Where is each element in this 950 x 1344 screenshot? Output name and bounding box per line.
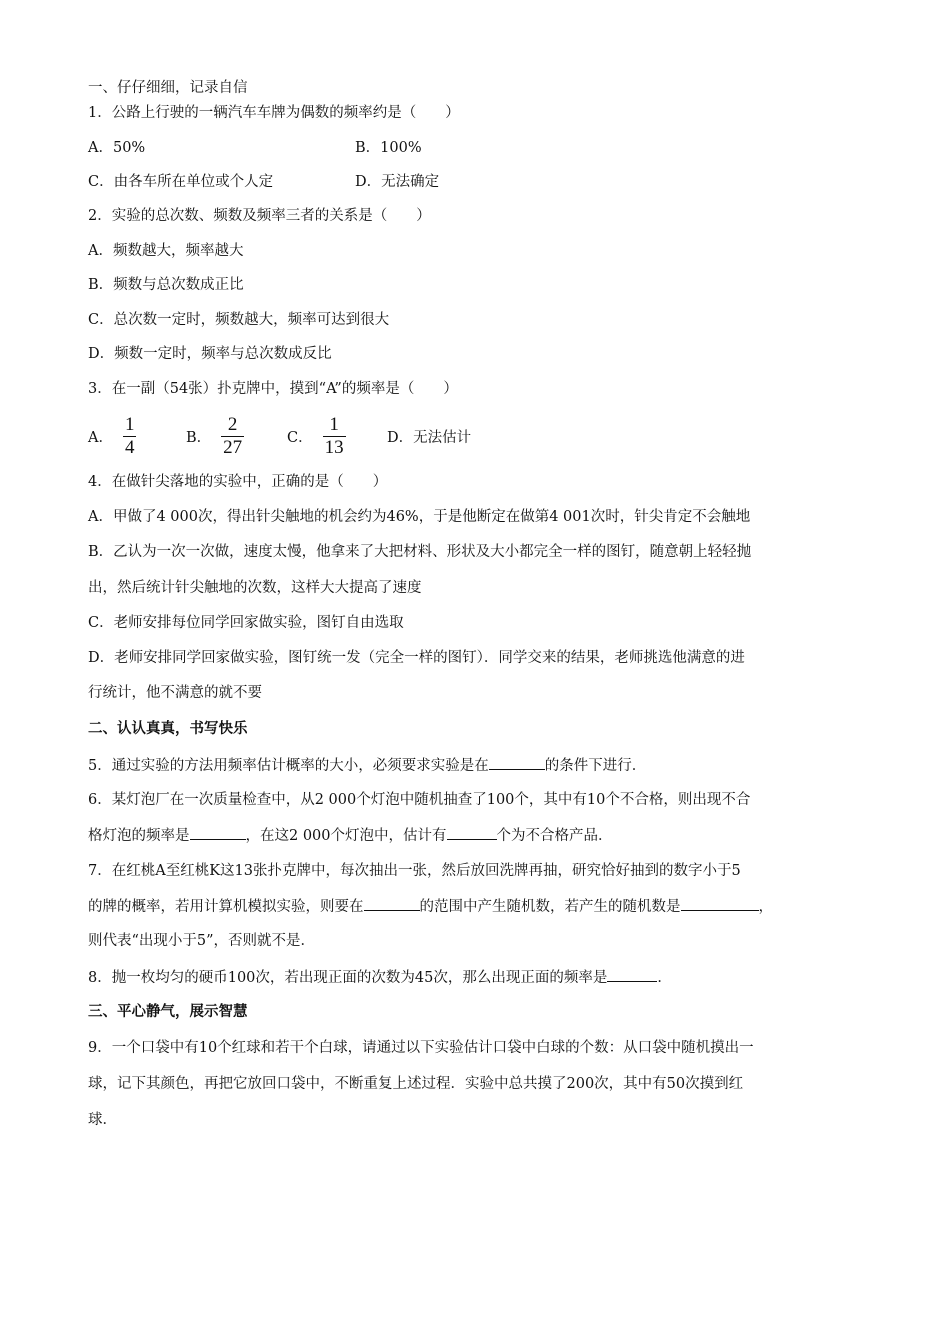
q1-option-d: D．无法确定 [355,174,440,190]
q5-text-2: 的条件下进行． [544,758,647,774]
denominator: 4 [124,436,135,458]
q7-text-2: 的范围中产生随机数，若产生的随机数是 [419,899,681,915]
q2-option-d: D．频数一定时，频率与总次数成反比 [88,346,332,362]
numerator: 2 [227,413,238,435]
q1-option-c: C．由各车所在单位或个人定 [88,174,274,190]
q3-option-b [186,410,244,462]
q3-option-d [387,410,471,462]
section-title-2: 二、认认真真，书写快乐 [88,721,248,737]
q4-option-d: D．老师安排同学回家做实验，图钉统一发（完全一样的图钉）．同学交来的结果，老师挑选他满意的进 [88,650,745,666]
question-6-line-2 [88,825,613,845]
q6-text-1: 格灯泡的频率是 [88,828,190,844]
question-2-stem: 2．实验的总次数、频数及频率三者的关系是（ ） [88,208,431,224]
q3-option-d-label: D．无法估计 [387,429,472,446]
question-1-stem: 1．公路上行驶的一辆汽车车牌为偶数的频率约是（ ） [88,105,460,121]
q8-text-2: ． [657,970,672,986]
q7-text-3: ， [758,899,773,915]
question-3-stem: 3．在一副（54张）扑克牌中，摸到“A”的频率是（ ） [88,381,458,397]
q2-option-b: B．频数与总次数成正比 [88,277,244,293]
question-7-line-2 [88,896,773,916]
question-8 [88,967,672,987]
answer-blank[interactable] [489,755,545,770]
q4-option-d-cont: 行统计，他不满意的就不要 [88,685,262,701]
q3-option-a [88,410,136,462]
answer-blank[interactable] [681,896,759,911]
question-4-stem: 4．在做针尖落地的实验中，正确的是（ ） [88,474,388,490]
question-6-line-1: 6．某灯泡厂在一次质量检查中，从2 000个灯泡中随机抽查了100个，其中有10个不合格，则出现不合 [88,792,751,808]
q3-option-b-label: B． [186,429,212,446]
q4-option-a: A．甲做了4 000次，得出针尖触地的机会约为46%，于是他断定在做第4 001次时，针尖肯定不会触地 [88,509,751,525]
answer-blank[interactable] [447,825,497,840]
question-7-line-3: 则代表“出现小于5”，否则就不是． [88,933,316,949]
question-5 [88,755,646,775]
q8-text-1: 8．抛一枚均匀的硬币100次，若出现正面的次数为45次，那么出现正面的频率是 [88,970,608,986]
question-9-line-1: 9．一个口袋中有10个红球和若干个白球，请通过以下实验估计口袋中白球的个数：从口袋中随机摸出一 [88,1040,754,1056]
section-title-3: 三、平心静气，展示智慧 [88,1004,248,1020]
q3-option-a-label: A． [88,429,113,446]
q4-option-c: C．老师安排每位同学回家做实验，图钉自由选取 [88,615,404,631]
answer-blank[interactable] [364,896,420,911]
answer-blank[interactable] [607,967,657,982]
q7-text-1: 的牌的概率，若用计算机模拟实验，则要在 [88,899,364,915]
question-9-line-2: 球，记下其颜色，再把它放回口袋中，不断重复上述过程．实验中总共摸了200次，其中有50次摸到红 [88,1076,744,1092]
fraction [123,414,137,459]
question-7-line-1: 7．在红桃A至红桃K这13张扑克牌中，每次抽出一张，然后放回洗牌再抽，研究恰好抽到的数字小于5 [88,863,741,879]
denominator: 13 [324,436,344,458]
q5-text-1: 5．通过实验的方法用频率估计概率的大小，必须要求实验是在 [88,758,489,774]
q2-option-a: A．频数越大，频率越大 [88,243,244,259]
denominator: 27 [223,436,243,458]
q6-text-2: ，在这2 000个灯泡中，估计有 [245,828,447,844]
answer-blank[interactable] [190,825,246,840]
q2-option-c: C．总次数一定时，频数越大，频率可达到很大 [88,312,390,328]
q4-option-b-cont: 出，然后统计针尖触地的次数，这样大大提高了速度 [88,580,422,596]
question-9-line-3: 球． [88,1112,117,1128]
q6-text-3: 个为不合格产品． [496,828,613,844]
fraction [221,414,244,459]
q1-option-b: B．100% [355,140,422,156]
q1-option-a: A．50% [88,140,146,156]
q3-option-c [287,410,346,462]
numerator: 1 [124,413,135,435]
section-title-1: 一、仔仔细细，记录自信 [88,80,248,96]
q3-option-c-label: C． [287,429,313,446]
q4-option-b: B．乙认为一次一次做，速度太慢，他拿来了大把材料、形状及大小都完全一样的图钉，随意朝上轻轻抛 [88,544,752,560]
numerator: 1 [329,413,339,435]
fraction [323,414,346,459]
